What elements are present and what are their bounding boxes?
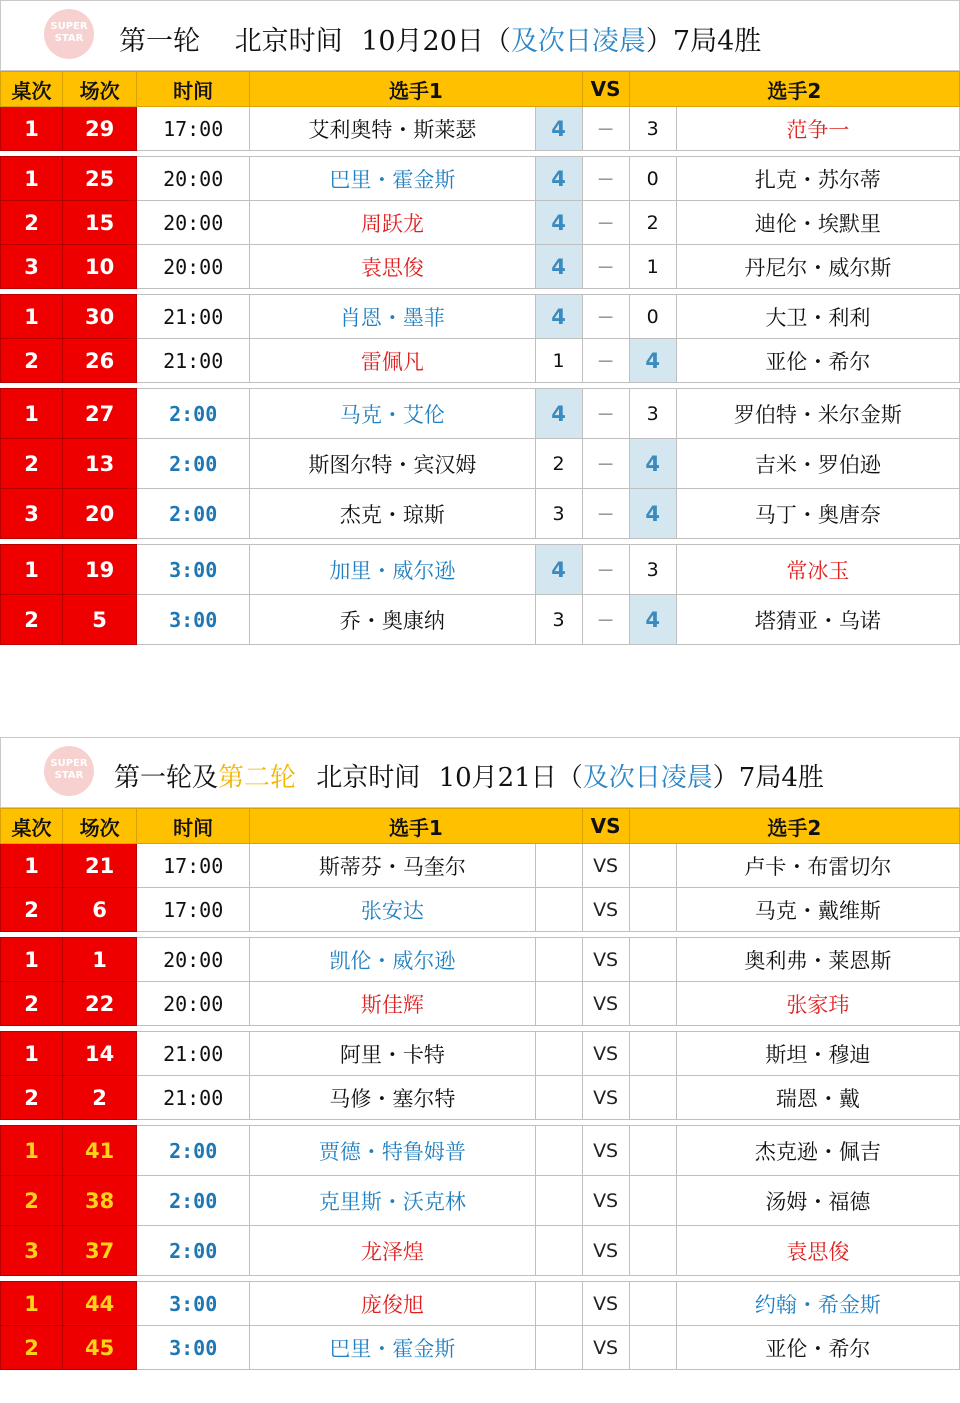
table-number: 1 xyxy=(1,938,63,982)
table-number: 1 xyxy=(1,157,63,201)
player2-score: 3 xyxy=(629,107,676,151)
player2-score-empty xyxy=(629,1282,676,1326)
match-row xyxy=(1,982,960,1026)
table-number: 2 xyxy=(1,339,63,383)
match-row xyxy=(1,201,960,245)
match-number: 30 xyxy=(63,295,137,339)
match-number: 29 xyxy=(63,107,137,151)
header-vs: VS xyxy=(582,72,629,107)
player1-score-empty xyxy=(535,1032,582,1076)
score-separator: － xyxy=(582,439,629,489)
title-paren-note: 及次日凌晨 xyxy=(582,763,713,793)
match-row xyxy=(1,339,960,383)
player1-score: 4 xyxy=(535,545,582,595)
match-number: 19 xyxy=(63,545,137,595)
match-time: 3:00 xyxy=(137,1326,250,1370)
player1-score: 4 xyxy=(535,157,582,201)
player1-name: 乔・奥康纳 xyxy=(250,595,535,645)
player2-score: 4 xyxy=(629,339,676,383)
schedule-table xyxy=(0,808,960,1370)
match-row xyxy=(1,489,960,539)
match-row xyxy=(1,439,960,489)
table-number: 1 xyxy=(1,1126,63,1176)
player2-score-empty xyxy=(629,1032,676,1076)
match-number: 15 xyxy=(63,201,137,245)
title-format: 7局4胜 xyxy=(738,763,824,793)
player2-name: 袁思俊 xyxy=(676,1226,959,1276)
score-separator: － xyxy=(582,489,629,539)
player1-name: 斯图尔特・宾汉姆 xyxy=(250,439,535,489)
player1-name: 龙泽煌 xyxy=(250,1226,535,1276)
player2-score: 3 xyxy=(629,389,676,439)
player1-name: 加里・威尔逊 xyxy=(250,545,535,595)
match-time: 20:00 xyxy=(137,201,250,245)
player2-score: 3 xyxy=(629,545,676,595)
title-time-label: 北京时间 xyxy=(234,26,343,57)
score-separator: － xyxy=(582,201,629,245)
player1-score: 4 xyxy=(535,295,582,339)
header-table: 桌次 xyxy=(1,809,63,844)
player2-score: 4 xyxy=(629,439,676,489)
match-time: 20:00 xyxy=(137,157,250,201)
match-row xyxy=(1,1076,960,1120)
player1-score-empty xyxy=(535,1176,582,1226)
header-time: 时间 xyxy=(137,809,250,844)
table-number: 1 xyxy=(1,545,63,595)
title-paren-note: 及次日凌晨 xyxy=(510,26,646,57)
table-number: 1 xyxy=(1,295,63,339)
logo-text-line1: SUPER xyxy=(50,21,88,32)
table-number: 3 xyxy=(1,245,63,289)
score-separator: － xyxy=(582,295,629,339)
player2-name: 斯坦・穆迪 xyxy=(676,1032,959,1076)
match-number: 1 xyxy=(63,938,137,982)
score-separator: － xyxy=(582,545,629,595)
match-row xyxy=(1,938,960,982)
match-time: 21:00 xyxy=(137,1032,250,1076)
match-row xyxy=(1,107,960,151)
vs-label: VS xyxy=(582,888,629,932)
match-row xyxy=(1,595,960,645)
match-time: 20:00 xyxy=(137,938,250,982)
match-time: 20:00 xyxy=(137,245,250,289)
title-paren-open: （ xyxy=(483,26,511,57)
match-time: 3:00 xyxy=(137,595,250,645)
player2-name: 吉米・罗伯逊 xyxy=(676,439,959,489)
player2-name: 奥利弗・莱恩斯 xyxy=(676,938,959,982)
player1-name: 杰克・琼斯 xyxy=(250,489,535,539)
vs-label: VS xyxy=(582,1032,629,1076)
player2-name: 扎克・苏尔蒂 xyxy=(676,157,959,201)
player1-name: 巴里・霍金斯 xyxy=(250,1326,535,1370)
match-number: 6 xyxy=(63,888,137,932)
player2-name: 约翰・希金斯 xyxy=(676,1282,959,1326)
score-separator: － xyxy=(582,245,629,289)
player1-score: 4 xyxy=(535,201,582,245)
player1-name: 张安达 xyxy=(250,888,535,932)
title-paren-close: ） xyxy=(712,763,739,793)
player1-name: 克里斯・沃克林 xyxy=(250,1176,535,1226)
match-row xyxy=(1,1032,960,1076)
player1-name: 马修・塞尔特 xyxy=(250,1076,535,1120)
match-number: 14 xyxy=(63,1032,137,1076)
player2-score-empty xyxy=(629,888,676,932)
match-row xyxy=(1,157,960,201)
schedule-section-day1 xyxy=(0,0,960,645)
table-number: 2 xyxy=(1,595,63,645)
player2-name: 杰克逊・佩吉 xyxy=(676,1126,959,1176)
logo-text-line2: STAR xyxy=(54,770,84,781)
player2-name: 常冰玉 xyxy=(676,545,959,595)
super-star-logo xyxy=(44,746,94,796)
player1-score: 1 xyxy=(535,339,582,383)
player1-score-empty xyxy=(535,982,582,1026)
player2-score-empty xyxy=(629,1176,676,1226)
player2-score: 0 xyxy=(629,157,676,201)
player1-name: 雷佩凡 xyxy=(250,339,535,383)
header-row xyxy=(1,809,960,844)
match-row xyxy=(1,888,960,932)
title-date: 10月21日 xyxy=(438,763,557,793)
player1-score-empty xyxy=(535,938,582,982)
player2-score-empty xyxy=(629,844,676,888)
match-row xyxy=(1,245,960,289)
section-title xyxy=(119,19,761,58)
score-separator: － xyxy=(582,595,629,645)
match-number: 26 xyxy=(63,339,137,383)
title-date: 10月20日 xyxy=(361,26,484,57)
player2-score-empty xyxy=(629,1226,676,1276)
vs-label: VS xyxy=(582,1076,629,1120)
match-time: 21:00 xyxy=(137,1076,250,1120)
score-separator: － xyxy=(582,157,629,201)
match-time: 2:00 xyxy=(137,439,250,489)
match-number: 25 xyxy=(63,157,137,201)
player1-name: 斯蒂芬・马奎尔 xyxy=(250,844,535,888)
match-number: 5 xyxy=(63,595,137,645)
player2-name: 罗伯特・米尔金斯 xyxy=(676,389,959,439)
player1-score-empty xyxy=(535,844,582,888)
match-row xyxy=(1,844,960,888)
header-table: 桌次 xyxy=(1,72,63,107)
match-number: 41 xyxy=(63,1126,137,1176)
player1-name: 马克・艾伦 xyxy=(250,389,535,439)
header-time: 时间 xyxy=(137,72,250,107)
player2-score-empty xyxy=(629,982,676,1026)
match-row xyxy=(1,295,960,339)
table-number: 1 xyxy=(1,389,63,439)
match-time: 3:00 xyxy=(137,545,250,595)
header-player2: 选手2 xyxy=(629,72,959,107)
match-number: 22 xyxy=(63,982,137,1026)
title-format: 7局4胜 xyxy=(672,26,762,57)
player1-name: 庞俊旭 xyxy=(250,1282,535,1326)
header-row xyxy=(1,72,960,107)
match-time: 2:00 xyxy=(137,1226,250,1276)
match-time: 20:00 xyxy=(137,982,250,1026)
player1-name: 肖恩・墨菲 xyxy=(250,295,535,339)
player2-name: 大卫・利利 xyxy=(676,295,959,339)
score-separator: － xyxy=(582,107,629,151)
player2-score-empty xyxy=(629,1126,676,1176)
player1-score: 3 xyxy=(535,595,582,645)
player1-name: 袁思俊 xyxy=(250,245,535,289)
section-title-bar xyxy=(0,737,960,808)
match-row xyxy=(1,1176,960,1226)
vs-label: VS xyxy=(582,938,629,982)
player1-score-empty xyxy=(535,1226,582,1276)
player1-name: 贾德・特鲁姆普 xyxy=(250,1126,535,1176)
match-time: 17:00 xyxy=(137,844,250,888)
player1-score: 4 xyxy=(535,107,582,151)
header-match: 场次 xyxy=(63,72,137,107)
match-time: 21:00 xyxy=(137,295,250,339)
match-time: 2:00 xyxy=(137,1126,250,1176)
table-number: 2 xyxy=(1,982,63,1026)
header-player2: 选手2 xyxy=(629,809,959,844)
match-number: 20 xyxy=(63,489,137,539)
player1-score: 4 xyxy=(535,389,582,439)
match-time: 3:00 xyxy=(137,1282,250,1326)
header-player1: 选手1 xyxy=(250,72,582,107)
player1-name: 斯佳辉 xyxy=(250,982,535,1026)
player1-score-empty xyxy=(535,1282,582,1326)
vs-label: VS xyxy=(582,1126,629,1176)
vs-label: VS xyxy=(582,1226,629,1276)
logo-text-line2: STAR xyxy=(54,33,84,44)
player2-score: 4 xyxy=(629,595,676,645)
table-number: 3 xyxy=(1,1226,63,1276)
match-number: 21 xyxy=(63,844,137,888)
table-number: 1 xyxy=(1,1282,63,1326)
vs-label: VS xyxy=(582,1326,629,1370)
match-number: 27 xyxy=(63,389,137,439)
title-paren-close: ） xyxy=(645,26,673,57)
match-time: 2:00 xyxy=(137,1176,250,1226)
vs-label: VS xyxy=(582,1282,629,1326)
player2-name: 汤姆・福德 xyxy=(676,1176,959,1226)
table-number: 2 xyxy=(1,1326,63,1370)
player2-name: 丹尼尔・威尔斯 xyxy=(676,245,959,289)
header-vs: VS xyxy=(582,809,629,844)
player1-score: 4 xyxy=(535,245,582,289)
match-number: 44 xyxy=(63,1282,137,1326)
player1-score: 3 xyxy=(535,489,582,539)
player1-score-empty xyxy=(535,888,582,932)
match-time: 2:00 xyxy=(137,389,250,439)
match-row xyxy=(1,1126,960,1176)
player1-name: 周跃龙 xyxy=(250,201,535,245)
player2-score-empty xyxy=(629,938,676,982)
player1-score-empty xyxy=(535,1126,582,1176)
player1-score: 2 xyxy=(535,439,582,489)
player2-name: 范争一 xyxy=(676,107,959,151)
player2-name: 塔猜亚・乌诺 xyxy=(676,595,959,645)
table-number: 2 xyxy=(1,1076,63,1120)
player2-name: 迪伦・埃默里 xyxy=(676,201,959,245)
table-number: 2 xyxy=(1,888,63,932)
player2-score-empty xyxy=(629,1076,676,1120)
title-round: 第一轮及 xyxy=(114,763,219,793)
logo-text-line1: SUPER xyxy=(50,758,88,769)
title-time-label: 北京时间 xyxy=(316,763,421,793)
vs-label: VS xyxy=(582,844,629,888)
match-row xyxy=(1,389,960,439)
player1-name: 阿里・卡特 xyxy=(250,1032,535,1076)
player1-name: 巴里・霍金斯 xyxy=(250,157,535,201)
schedule-section-day2 xyxy=(0,737,960,1370)
player2-name: 亚伦・希尔 xyxy=(676,1326,959,1370)
player2-score: 1 xyxy=(629,245,676,289)
match-time: 17:00 xyxy=(137,888,250,932)
match-number: 2 xyxy=(63,1076,137,1120)
table-number: 2 xyxy=(1,1176,63,1226)
super-star-logo xyxy=(44,9,94,59)
title-paren-open: （ xyxy=(556,763,583,793)
match-row xyxy=(1,1226,960,1276)
table-number: 3 xyxy=(1,489,63,539)
player2-name: 马丁・奥唐奈 xyxy=(676,489,959,539)
vs-label: VS xyxy=(582,1176,629,1226)
player2-score: 2 xyxy=(629,201,676,245)
score-separator: － xyxy=(582,389,629,439)
match-row xyxy=(1,545,960,595)
match-row xyxy=(1,1282,960,1326)
table-number: 1 xyxy=(1,107,63,151)
player2-score: 0 xyxy=(629,295,676,339)
table-number: 2 xyxy=(1,439,63,489)
player2-score: 4 xyxy=(629,489,676,539)
player2-score-empty xyxy=(629,1326,676,1370)
match-number: 37 xyxy=(63,1226,137,1276)
match-time: 2:00 xyxy=(137,489,250,539)
player1-score-empty xyxy=(535,1326,582,1370)
match-number: 10 xyxy=(63,245,137,289)
schedule-table xyxy=(0,71,960,645)
player1-score-empty xyxy=(535,1076,582,1120)
table-number: 2 xyxy=(1,201,63,245)
player2-name: 卢卡・布雷切尔 xyxy=(676,844,959,888)
match-row xyxy=(1,1326,960,1370)
player2-name: 亚伦・希尔 xyxy=(676,339,959,383)
title-round: 第一轮 xyxy=(119,26,200,57)
header-match: 场次 xyxy=(63,809,137,844)
match-number: 45 xyxy=(63,1326,137,1370)
match-number: 38 xyxy=(63,1176,137,1226)
player2-name: 马克・戴维斯 xyxy=(676,888,959,932)
match-number: 13 xyxy=(63,439,137,489)
player1-name: 凯伦・威尔逊 xyxy=(250,938,535,982)
score-separator: － xyxy=(582,339,629,383)
section-title-bar xyxy=(0,0,960,71)
match-time: 17:00 xyxy=(137,107,250,151)
table-number: 1 xyxy=(1,844,63,888)
player1-name: 艾利奥特・斯莱瑟 xyxy=(250,107,535,151)
vs-label: VS xyxy=(582,982,629,1026)
player2-name: 瑞恩・戴 xyxy=(676,1076,959,1120)
header-player1: 选手1 xyxy=(250,809,582,844)
table-number: 1 xyxy=(1,1032,63,1076)
match-time: 21:00 xyxy=(137,339,250,383)
section-title xyxy=(114,757,824,794)
title-round2: 第二轮 xyxy=(218,763,297,793)
player2-name: 张家玮 xyxy=(676,982,959,1026)
